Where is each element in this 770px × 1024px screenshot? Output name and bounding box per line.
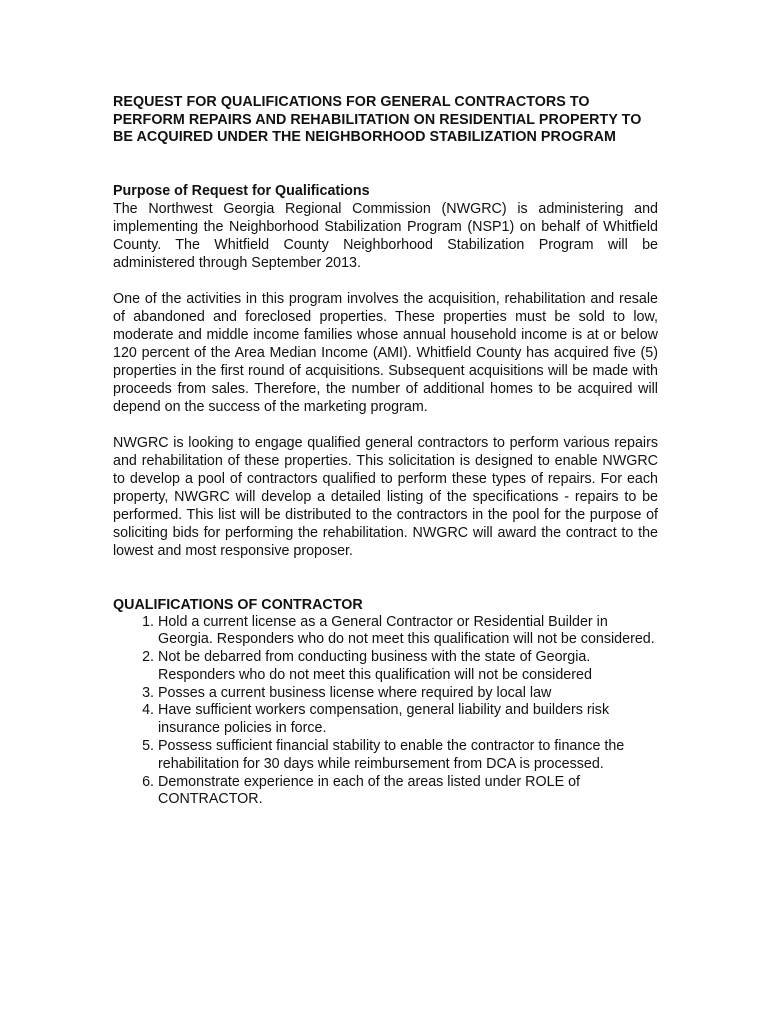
qualification-item-4: 4. Have sufficient workers compensation, general liability and builders risk insurance policies in force. <box>158 702 658 738</box>
qualification-item-5: 5. Possess sufficient financial stability to enable the contractor to finance the rehabilitation for 30 days while reimbursement from DCA is processed. <box>158 738 658 774</box>
qualifications-heading: QUALIFICATIONS OF CONTRACTOR <box>113 596 363 613</box>
qualification-item-3: 3. Posses a current business license where required by local law <box>158 685 658 703</box>
purpose-paragraph-3: NWGRC is looking to engage qualified general contractors to perform various repairs and rehabilitation of these properties. This solicitation is designed to enable NWGRC to develop a pool of contractors qualified to perform these types of repairs. For each property, NWGRC will develop a detailed listing of the specifications - repairs to be performed. This list will be distributed to the contractors in the pool for the purpose of soliciting bids for performing the rehabilitation. NWGRC will award the contract to the lowest and most responsive proposer. <box>113 434 658 559</box>
qualifications-list <box>113 614 658 810</box>
purpose-paragraph-2: One of the activities in this program involves the acquisition, rehabilitation and resale of abandoned and foreclosed properties. These properties must be sold to low, moderate and middle income families whose annual household income is at or below 120 percent of the Area Median Income (AMI). Whitfield County has acquired five (5) properties in the first round of acquisitions. Subsequent acquisitions will be made with proceeds from sales. Therefore, the number of additional homes to be acquired will depend on the success of the marketing program. <box>113 290 658 415</box>
document-page <box>113 94 658 809</box>
qualification-item-2: 2. Not be debarred from conducting business with the state of Georgia. Responders who do not meet this qualification will not be considered <box>158 649 658 685</box>
qualification-item-6: 6. Demonstrate experience in each of the areas listed under ROLE of CONTRACTOR. <box>158 774 658 810</box>
document-title: REQUEST FOR QUALIFICATIONS FOR GENERAL CONTRACTORS TO PERFORM REPAIRS AND REHABILITATION ON RESIDENTIAL PROPERTY TO BE ACQUIRED UNDER THE NEIGHBORHOOD STABILIZATION PROGRAM <box>113 94 642 145</box>
purpose-paragraph-1: The Northwest Georgia Regional Commission (NWGRC) is administering and implementing the Neighborhood Stabilization Program (NSP1) on behalf of Whitfield County. The Whitfield County Neighborhood Stabilization Program will be administered through September 2013. <box>113 200 658 271</box>
qualification-item-1: 1. Hold a current license as a General Contractor or Residential Builder in Georgia. Responders who do not meet this qualification will not be considered. <box>158 614 658 650</box>
purpose-heading: Purpose of Request for Qualifications <box>113 182 370 199</box>
